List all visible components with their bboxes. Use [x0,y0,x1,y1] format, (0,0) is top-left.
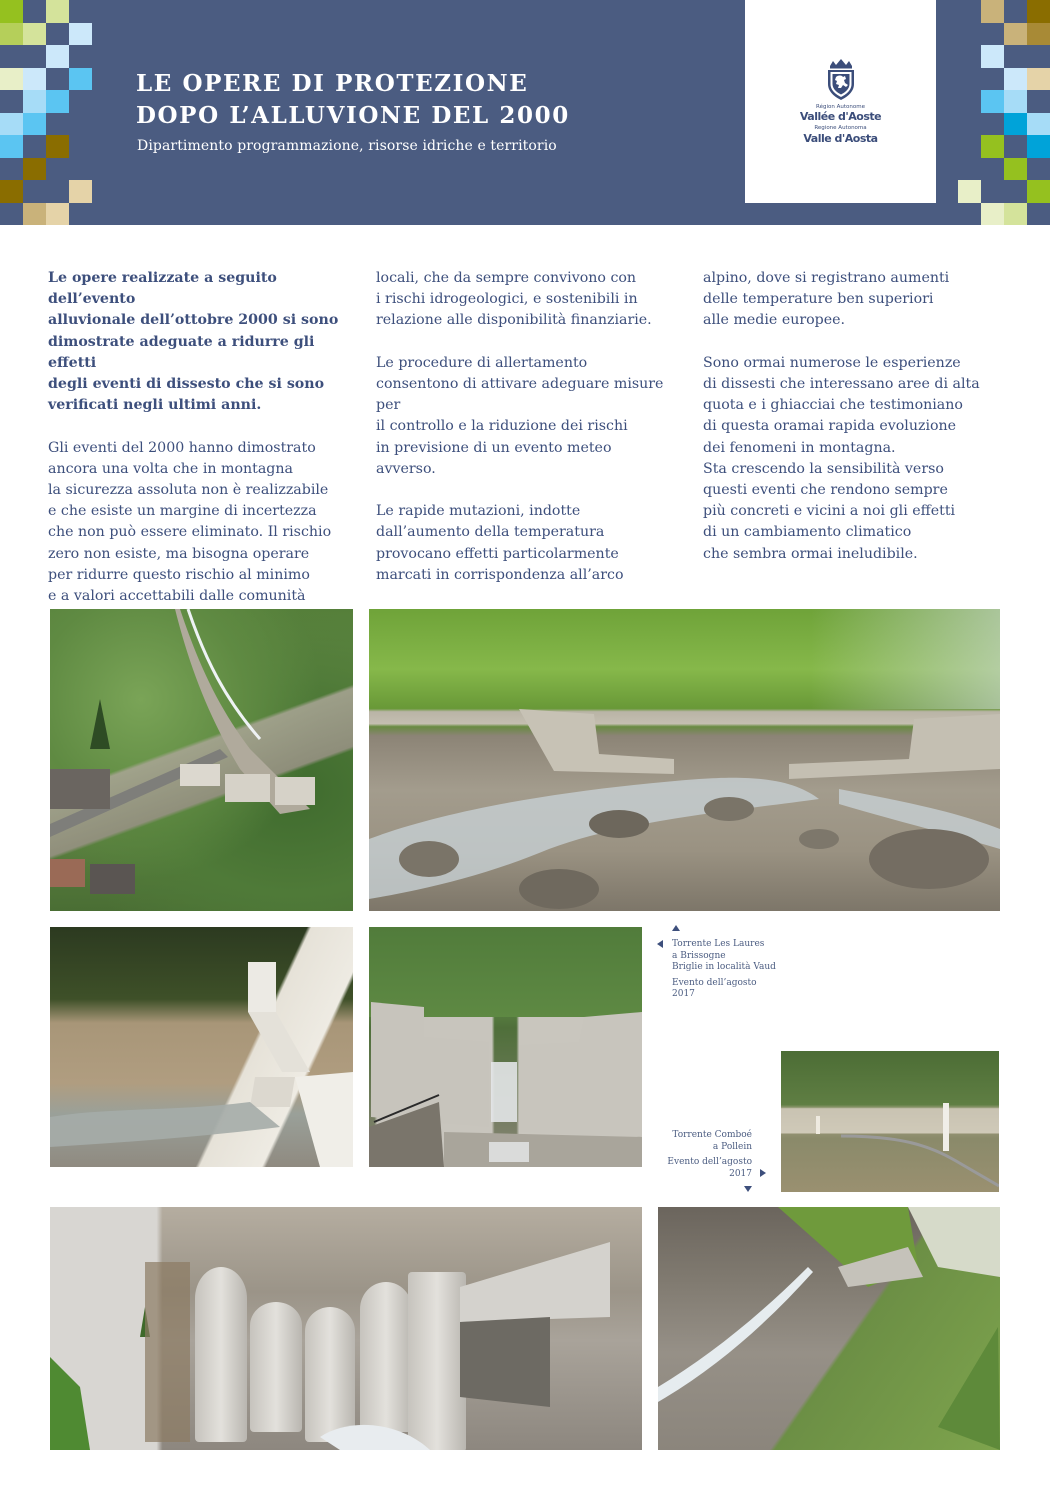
mosaic-cell [23,68,46,91]
mosaic-cell [1027,180,1050,203]
mosaic-cell [46,68,69,91]
mosaic-cell [1027,90,1050,113]
mosaic-cell [1004,90,1027,113]
lead-paragraph: Le opere realizzate a seguito dell’evento alluvionale dell’ottobre 2000 si sono dimostrate adeguate a ridurre gli effetti degli eventi di dissesto che si sono verificati negli ultimi anni. [48,270,339,414]
photo-detail [658,1207,1000,1450]
mosaic-cell [69,45,92,68]
mosaic-cell [69,180,92,203]
mosaic-cell [1004,0,1027,23]
mosaic-cell [981,113,1004,136]
mosaic-cell [1027,135,1050,158]
photo-concrete-weir [50,927,353,1167]
photo-detail [369,609,1000,911]
paragraph: alpino, dove si registrano aumenti delle temperature ben superiori alle medie europee. [703,270,950,329]
logo-text-fr-big: Vallée d'Aoste [799,110,882,123]
mosaic-cell [0,113,23,136]
mosaic-cell [981,45,1004,68]
mosaic-cell [23,0,46,23]
mosaic-cell [958,45,981,68]
decorative-mosaic-left [0,0,92,225]
caption-line: 2017 [729,1168,752,1179]
mosaic-cell [958,90,981,113]
mosaic-cell [23,203,46,226]
mosaic-cell [981,203,1004,226]
photo-detail [369,927,642,1167]
mosaic-cell [958,135,981,158]
mosaic-cell [69,68,92,91]
title-line-2: DOPO L’ALLUVIONE DEL 2000 [136,102,570,129]
mosaic-cell [46,45,69,68]
mosaic-cell [958,180,981,203]
text-column-2 [376,268,686,607]
mosaic-cell [23,90,46,113]
mosaic-cell [69,203,92,226]
page-title [136,68,570,132]
mosaic-cell [0,158,23,181]
mosaic-cell [69,113,92,136]
mosaic-cell [958,158,981,181]
mosaic-cell [0,45,23,68]
mosaic-cell [981,158,1004,181]
mosaic-cell [981,0,1004,23]
caption-les-laures [672,939,776,1001]
mosaic-cell [0,90,23,113]
mosaic-cell [958,203,981,226]
caption-line: a Pollein [712,1141,752,1152]
header-banner [0,0,1050,225]
photo-check-dam-waterfall [369,927,642,1167]
caption-line: Evento dell’agosto [667,1157,752,1167]
caption-comboe [660,1130,752,1180]
mosaic-cell [69,0,92,23]
mosaic-cell [981,180,1004,203]
mosaic-cell [958,68,981,91]
mosaic-cell [1004,135,1027,158]
mosaic-cell [23,113,46,136]
mosaic-cell [46,135,69,158]
mosaic-cell [69,23,92,46]
photo-aerial-comboe [781,1051,999,1192]
paragraph: Le rapide mutazioni, indotte dall’aumento della temperatura provocano effetti particolarmente marcati in corrispondenza all’arco [376,503,624,583]
mosaic-cell [1027,113,1050,136]
mosaic-cell [46,0,69,23]
photo-detail [50,927,353,1167]
mosaic-cell [981,23,1004,46]
mosaic-cell [23,23,46,46]
mosaic-cell [958,0,981,23]
arrow-down-icon [744,1186,752,1192]
mosaic-cell [46,113,69,136]
caption-line: a Brissogne [672,950,726,961]
mosaic-cell [1027,68,1050,91]
caption-line: Briglie in località Vaud [672,962,776,972]
logo-text-it-big: Valle d'Aosta [803,132,878,145]
mosaic-cell [981,135,1004,158]
mosaic-cell [1027,158,1050,181]
mosaic-cell [0,180,23,203]
mosaic-cell [23,45,46,68]
photo-detail [50,1207,642,1450]
mosaic-cell [69,158,92,181]
caption-line: 2017 [672,989,695,999]
mosaic-cell [0,203,23,226]
mosaic-cell [0,23,23,46]
mosaic-cell [958,113,981,136]
photo-torrent-channel [658,1207,1000,1450]
logo-text-it-small: Regione Autonoma [814,125,867,131]
mosaic-cell [69,90,92,113]
arrow-up-icon [672,925,680,931]
mosaic-cell [0,135,23,158]
mosaic-cell [1004,203,1027,226]
decorative-mosaic-right [958,0,1050,225]
mosaic-cell [1027,0,1050,23]
mosaic-cell [981,68,1004,91]
paragraph: Le procedure di allertamento consentono di attivare adeguare misure per il controllo e la riduzione dei rischi in previsione di un evento meteo avverso. [376,354,664,477]
text-column-3 [703,268,1013,586]
department-subtitle: Dipartimento programmazione, risorse idriche e territorio [137,138,557,154]
mosaic-cell [46,203,69,226]
mosaic-cell [23,180,46,203]
arrow-left-icon [657,940,663,948]
mosaic-cell [0,68,23,91]
mosaic-cell [1027,23,1050,46]
mosaic-cell [0,0,23,23]
mosaic-cell [1004,23,1027,46]
mosaic-cell [1004,68,1027,91]
mosaic-cell [23,135,46,158]
paragraph: Sono ormai numerose le esperienze di dissesti che interessano aree di alta quota e i ghiacciai che testimoniano di questa oramai rapida evoluzione dei fenomeni in montagna. Sta crescendo la sensibilità verso questi eventi che rendono sempre più concreti e vicini a noi gli effetti di un cambiamento climatico che sembra ormai ineludibile. [703,354,980,562]
photo-aerial-check-dams [50,609,353,911]
mosaic-cell [46,23,69,46]
photo-check-dam-riverbed [369,609,1000,911]
mosaic-cell [1027,203,1050,226]
mosaic-cell [1004,180,1027,203]
caption-line: Torrente Les Laures [672,939,765,949]
caption-line: Torrente Comboé [672,1130,752,1140]
mosaic-cell [1004,113,1027,136]
mosaic-cell [46,180,69,203]
mosaic-cell [958,23,981,46]
photo-detail [50,609,353,911]
mosaic-cell [46,90,69,113]
mosaic-cell [46,158,69,181]
caption-line: Evento dell’agosto [672,977,757,988]
paragraph: Gli eventi del 2000 hanno dimostrato ancora una volta che in montagna la sicurezza assoluta non è realizzabile e che esiste un margine di incertezza che non può essere eliminato. Il rischio zero non esiste, ma bisogna operare per ridurre questo rischio al minimo e a valori accettabili dalle comunità [48,439,332,605]
mosaic-cell [1004,45,1027,68]
logo-text-fr-small: Région Autonome [816,104,865,110]
region-logo [745,0,936,203]
paragraph: locali, che da sempre convivono con i rischi idrogeologici, e sostenibili in relazione alle disponibilità finanziarie. [376,270,652,329]
lion-shield-crest-icon [825,58,857,102]
photo-filtering-pillars [50,1207,642,1450]
mosaic-cell [981,90,1004,113]
photo-detail [781,1051,999,1192]
text-column-1 [48,268,358,628]
mosaic-cell [1027,45,1050,68]
mosaic-cell [1004,158,1027,181]
title-line-1: LE OPERE DI PROTEZIONE [136,70,529,97]
mosaic-cell [23,158,46,181]
arrow-right-icon [760,1169,766,1177]
mosaic-cell [69,135,92,158]
